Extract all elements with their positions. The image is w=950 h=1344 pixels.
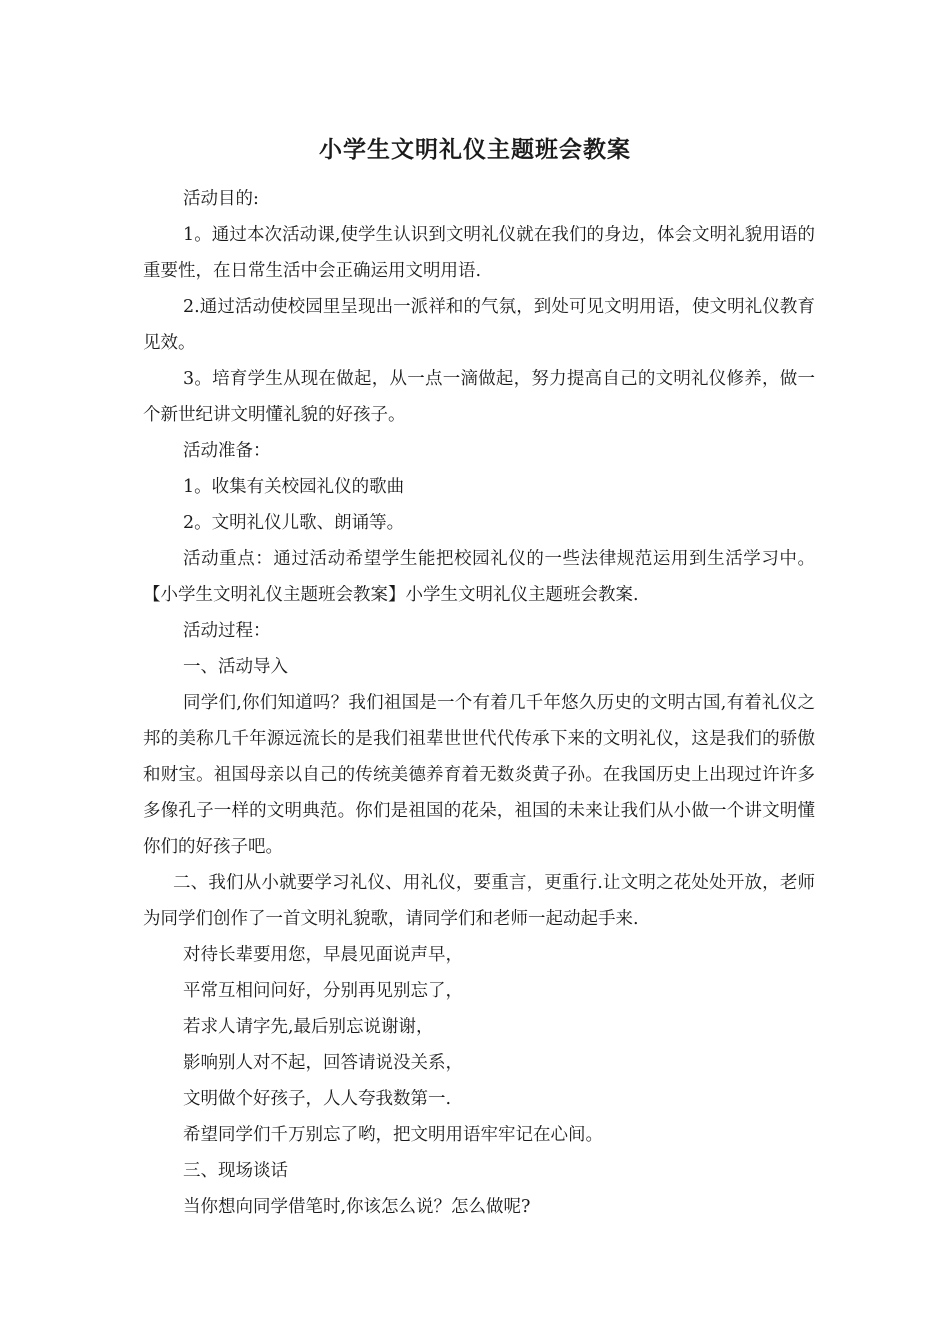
paragraph-purpose-heading: 活动目的: (183, 189, 259, 209)
paragraph-purpose-2: 2.通过活动使校园里呈现出一派祥和的气氛，到处可见文明用语，使文明礼仪教育见效。 (143, 297, 815, 353)
paragraph-preparation-2: 2。文明礼仪儿歌、朗诵等。 (183, 513, 405, 533)
paragraph-section-2: 二、我们从小就要学习礼仪、用礼仪，要重言，更重行.让文明之花处处开放，老师为同学们创作了一首文明礼貌歌，请同学们和老师一起动起手来. (143, 873, 815, 929)
paragraph-purpose-1: 1。通过本次活动课,使学生认识到文明礼仪就在我们的身边，体会文明礼貌用语的重要性，在日常生活中会正确运用文明用语. (143, 225, 815, 281)
poem-line-4: 影响别人对不起，回答请说没关系， (183, 1053, 463, 1073)
paragraph-focus: 活动重点：通过活动希望学生能把校园礼仪的一些法律规范运用到生活学习中。【小学生文明礼仪主题班会教案】小学生文明礼仪主题班会教案. (143, 549, 815, 605)
paragraph-question: 当你想向同学借笔时,你该怎么说？怎么做呢? (183, 1197, 531, 1217)
poem-line-1: 对待长辈要用您，早晨见面说声早， (183, 945, 463, 965)
document-body (143, 181, 815, 1225)
paragraph-preparation-1: 1。收集有关校园礼仪的歌曲 (183, 477, 405, 497)
poem-line-5: 文明做个好孩子，人人夸我数第一. (183, 1089, 452, 1109)
paragraph-reminder: 希望同学们千万别忘了哟，把文明用语牢牢记在心间。 (183, 1125, 603, 1145)
poem-line-3: 若求人请字先,最后别忘说谢谢， (183, 1017, 434, 1037)
paragraph-section-1-heading: 一、活动导入 (183, 657, 288, 677)
paragraph-introduction: 同学们,你们知道吗？我们祖国是一个有着几千年悠久历史的文明古国,有着礼仪之邦的美称几千年源远流长的是我们祖辈世世代代传承下来的文明礼仪，这是我们的骄傲和财宝。祖国母亲以自己的传统美德养育着无数炎黄子孙。在我国历史上出现过许许多多像孔子一样的文明典范。你们是祖国的花朵，祖国的未来让我们从小做一个讲文明懂你们的好孩子吧。 (143, 693, 815, 857)
paragraph-process-heading: 活动过程： (183, 621, 271, 641)
paragraph-purpose-3: 3。培育学生从现在做起，从一点一滴做起，努力提高自己的文明礼仪修养，做一个新世纪讲文明懂礼貌的好孩子。 (143, 369, 815, 425)
document-title: 小学生文明礼仪主题班会教案 (319, 136, 631, 163)
paragraph-section-3-heading: 三、现场谈话 (183, 1161, 288, 1181)
poem-line-2: 平常互相问问好，分别再见别忘了， (183, 981, 463, 1001)
paragraph-preparation-heading: 活动准备： (183, 441, 271, 461)
